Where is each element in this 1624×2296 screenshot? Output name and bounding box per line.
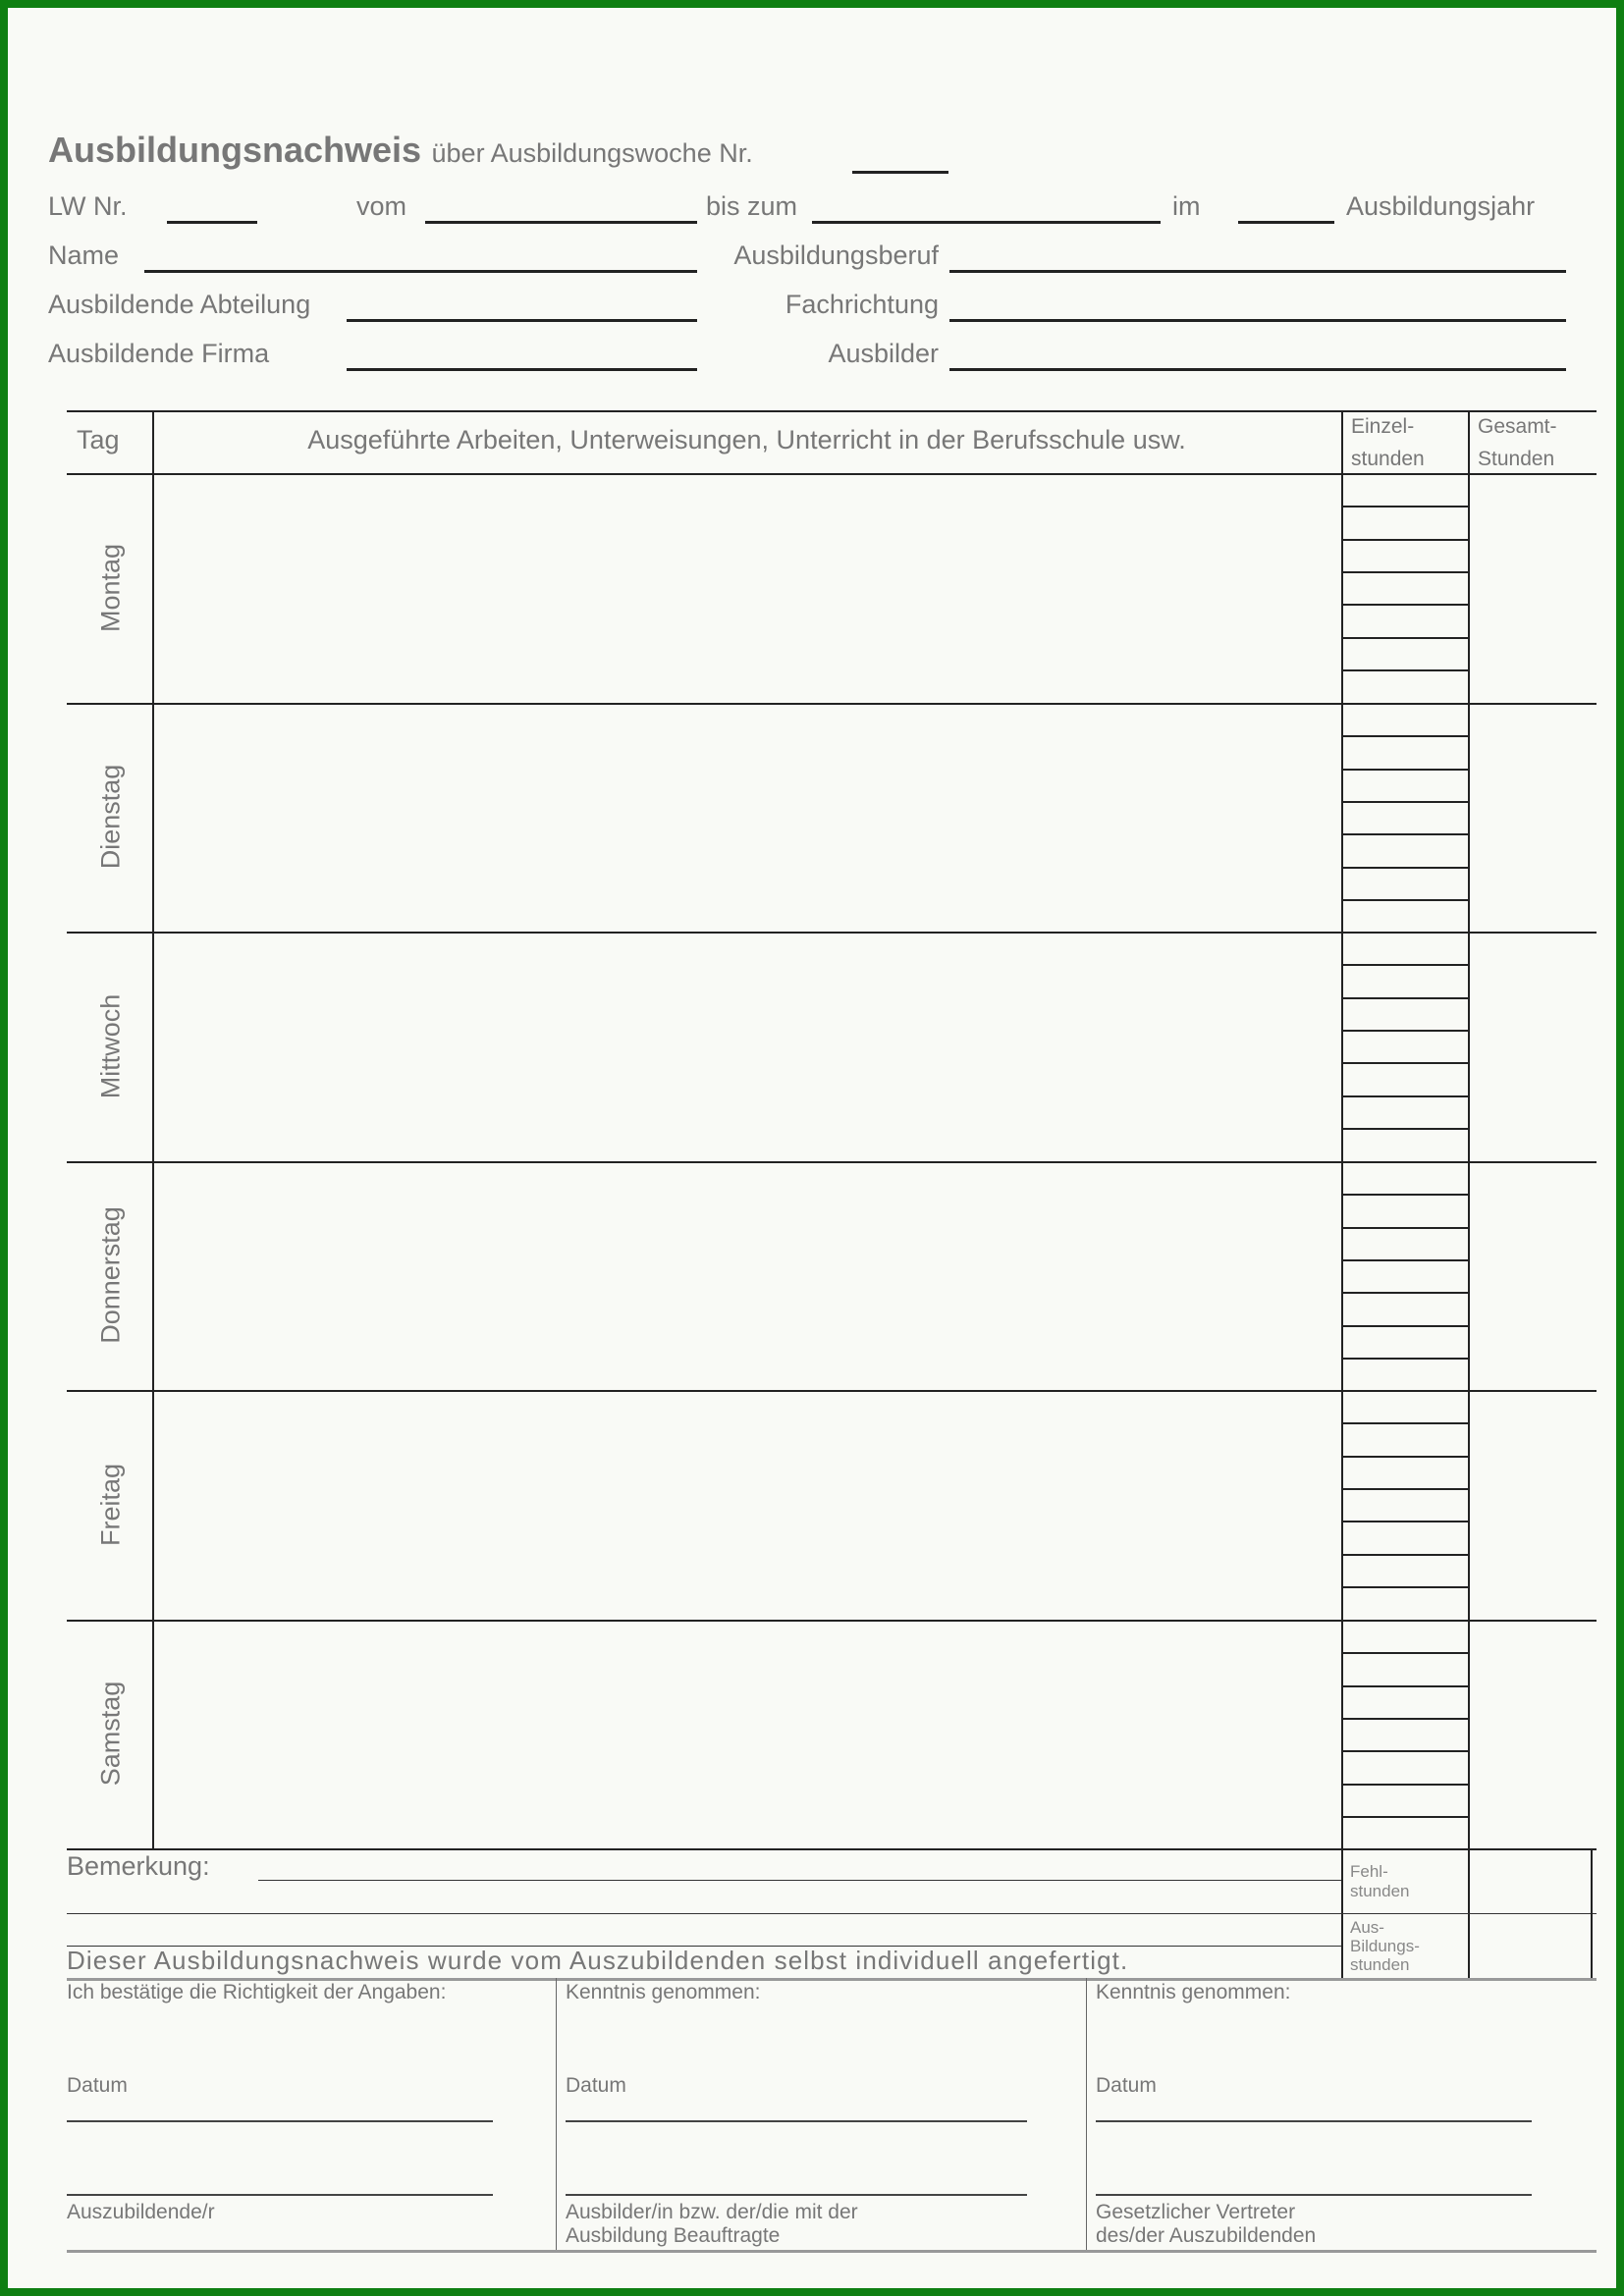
fachrichtung-field[interactable] — [949, 319, 1566, 322]
document-title: Ausbildungsnachweis über Ausbildungswoche Nr. — [48, 130, 753, 170]
hour-slot-line — [1341, 539, 1468, 541]
hour-slot-line — [1341, 637, 1468, 639]
hour-slot-line — [1341, 867, 1468, 869]
bemerkung-line[interactable] — [258, 1880, 1341, 1881]
bis-zum-label: bis zum — [706, 191, 798, 221]
hour-slot-line — [1341, 1358, 1468, 1360]
sig3-heading: Kenntnis genommen: — [1096, 1981, 1291, 2003]
sig2-signature-line[interactable] — [566, 2194, 1027, 2196]
hour-slot-line — [1341, 1816, 1468, 1818]
sig1-datum-line[interactable] — [67, 2120, 493, 2122]
fachrichtung-label: Fachrichtung — [785, 290, 939, 319]
signature-bottom-border — [67, 2250, 1597, 2253]
col-einzel-header-2: stunden — [1351, 448, 1425, 470]
hour-slot-line — [1341, 1194, 1468, 1196]
col-gesamt-header-1: Gesamt- — [1478, 415, 1557, 438]
hour-slot-line — [1341, 1586, 1468, 1588]
ausbilder-label: Ausbilder — [828, 339, 939, 368]
sig3-datum-line[interactable] — [1096, 2120, 1532, 2122]
col-einzel-header-1: Einzel- — [1351, 415, 1415, 438]
sig3-role-1: Gesetzlicher Vertreter — [1096, 2201, 1296, 2223]
tag-column-divider — [152, 410, 154, 1848]
hour-slot-line — [1341, 1227, 1468, 1229]
summary-right-border — [1591, 1848, 1593, 1978]
sig2-datum-label: Datum — [566, 2074, 626, 2097]
name-field[interactable] — [144, 270, 697, 273]
col-tag-header: Tag — [77, 425, 120, 454]
hour-slot-line — [1341, 1325, 1468, 1327]
ausbildungsberuf-label: Ausbildungsberuf — [733, 240, 939, 270]
sig2-role-1: Ausbilder/in bzw. der/die mit der — [566, 2201, 858, 2223]
fehlstunden-label-1: Fehl- — [1350, 1862, 1388, 1881]
hour-slot-line — [1341, 571, 1468, 573]
ausbilder-field[interactable] — [949, 368, 1566, 371]
sig1-signature-line[interactable] — [67, 2194, 493, 2196]
hour-slot-line — [1341, 964, 1468, 966]
day-divider — [67, 932, 1597, 934]
hour-slot-line — [1341, 801, 1468, 803]
day-divider — [67, 703, 1597, 705]
ausbildungsstunden-label-2: Bildungs- — [1350, 1937, 1420, 1955]
firma-field[interactable] — [347, 368, 697, 371]
day-label-donnerstag: Donnerstag — [95, 1206, 126, 1344]
col-gesamt-header-2: Stunden — [1478, 448, 1555, 470]
hour-slot-line — [1341, 1128, 1468, 1130]
day-label-samstag: Samstag — [95, 1681, 126, 1787]
hour-slot-line — [1341, 1062, 1468, 1064]
hour-slot-line — [1341, 1554, 1468, 1556]
bis-zum-field[interactable] — [812, 221, 1161, 224]
einzel-column-right — [1468, 410, 1470, 1978]
day-label-montag: Montag — [95, 543, 126, 633]
hour-slot-line — [1341, 1718, 1468, 1720]
sig3-role-2: des/der Auszubildenden — [1096, 2224, 1317, 2247]
day-divider — [67, 1620, 1597, 1622]
woche-nr-field[interactable] — [852, 171, 948, 174]
ausbildungsstunden-label-3: stunden — [1350, 1955, 1410, 1974]
col-arbeiten-header: Ausgeführte Arbeiten, Unterweisungen, Unterricht in der Berufsschule usw. — [307, 425, 1186, 454]
day-divider — [67, 1390, 1597, 1392]
firma-label: Ausbildende Firma — [48, 339, 270, 368]
sig3-signature-line[interactable] — [1096, 2194, 1532, 2196]
day-label-freitag: Freitag — [95, 1463, 126, 1547]
lw-nr-field[interactable] — [167, 221, 257, 224]
hour-slot-line — [1341, 506, 1468, 507]
summary-divider — [1341, 1913, 1591, 1914]
hour-slot-line — [1341, 1259, 1468, 1261]
signature-divider — [1086, 1978, 1087, 2250]
hour-slot-line — [1341, 997, 1468, 999]
sig2-heading: Kenntnis genommen: — [566, 1981, 761, 2003]
vom-label: vom — [356, 191, 407, 221]
signature-divider — [556, 1978, 557, 2250]
table-body-bottom — [67, 1848, 1597, 1850]
ausbildungsberuf-field[interactable] — [949, 270, 1566, 273]
hour-slot-line — [1341, 1685, 1468, 1687]
hour-slot-line — [1341, 1652, 1468, 1654]
hour-slot-line — [1341, 1488, 1468, 1490]
vom-field[interactable] — [425, 221, 697, 224]
hour-slot-line — [1341, 769, 1468, 771]
hour-slot-line — [1341, 735, 1468, 737]
im-label: im — [1172, 191, 1201, 221]
ausbildungsjahr-label: Ausbildungsjahr — [1346, 191, 1536, 221]
hour-slot-line — [1341, 1521, 1468, 1522]
sig1-datum-label: Datum — [67, 2074, 128, 2097]
table-header-bottom — [67, 473, 1597, 475]
hour-slot-line — [1341, 899, 1468, 901]
hour-slot-line — [1341, 1292, 1468, 1294]
hour-slot-line — [1341, 604, 1468, 606]
sig2-datum-line[interactable] — [566, 2120, 1027, 2122]
sig1-heading: Ich bestätige die Richtigkeit der Angaben: — [67, 1981, 447, 2003]
ausbildungsstunden-label-1: Aus- — [1350, 1918, 1384, 1937]
lw-nr-label: LW Nr. — [48, 191, 128, 221]
ausbildungsjahr-field[interactable] — [1238, 221, 1334, 224]
hour-slot-line — [1341, 669, 1468, 671]
hour-slot-line — [1341, 1456, 1468, 1458]
bemerkung-label: Bemerkung: — [67, 1851, 210, 1881]
sig2-role-2: Ausbildung Beauftragte — [566, 2224, 781, 2247]
hour-slot-line — [1341, 1784, 1468, 1786]
hour-slot-line — [1341, 1030, 1468, 1032]
abteilung-label: Ausbildende Abteilung — [48, 290, 311, 319]
day-label-dienstag: Dienstag — [95, 764, 126, 870]
sig3-datum-label: Datum — [1096, 2074, 1157, 2097]
day-label-mittwoch: Mittwoch — [95, 993, 126, 1099]
hour-slot-line — [1341, 1750, 1468, 1752]
hour-slot-line — [1341, 1422, 1468, 1424]
abteilung-field[interactable] — [347, 319, 697, 322]
name-label: Name — [48, 240, 120, 270]
hour-slot-line — [1341, 833, 1468, 835]
statement-text: Dieser Ausbildungsnachweis wurde vom Auszubildenden selbst individuell angefertigt. — [67, 1946, 1129, 1975]
day-divider — [67, 1161, 1597, 1163]
hour-slot-line — [1341, 1095, 1468, 1097]
sig1-role-1: Auszubildende/r — [67, 2201, 215, 2223]
fehlstunden-label-2: stunden — [1350, 1882, 1410, 1900]
table-top-border — [67, 410, 1597, 412]
